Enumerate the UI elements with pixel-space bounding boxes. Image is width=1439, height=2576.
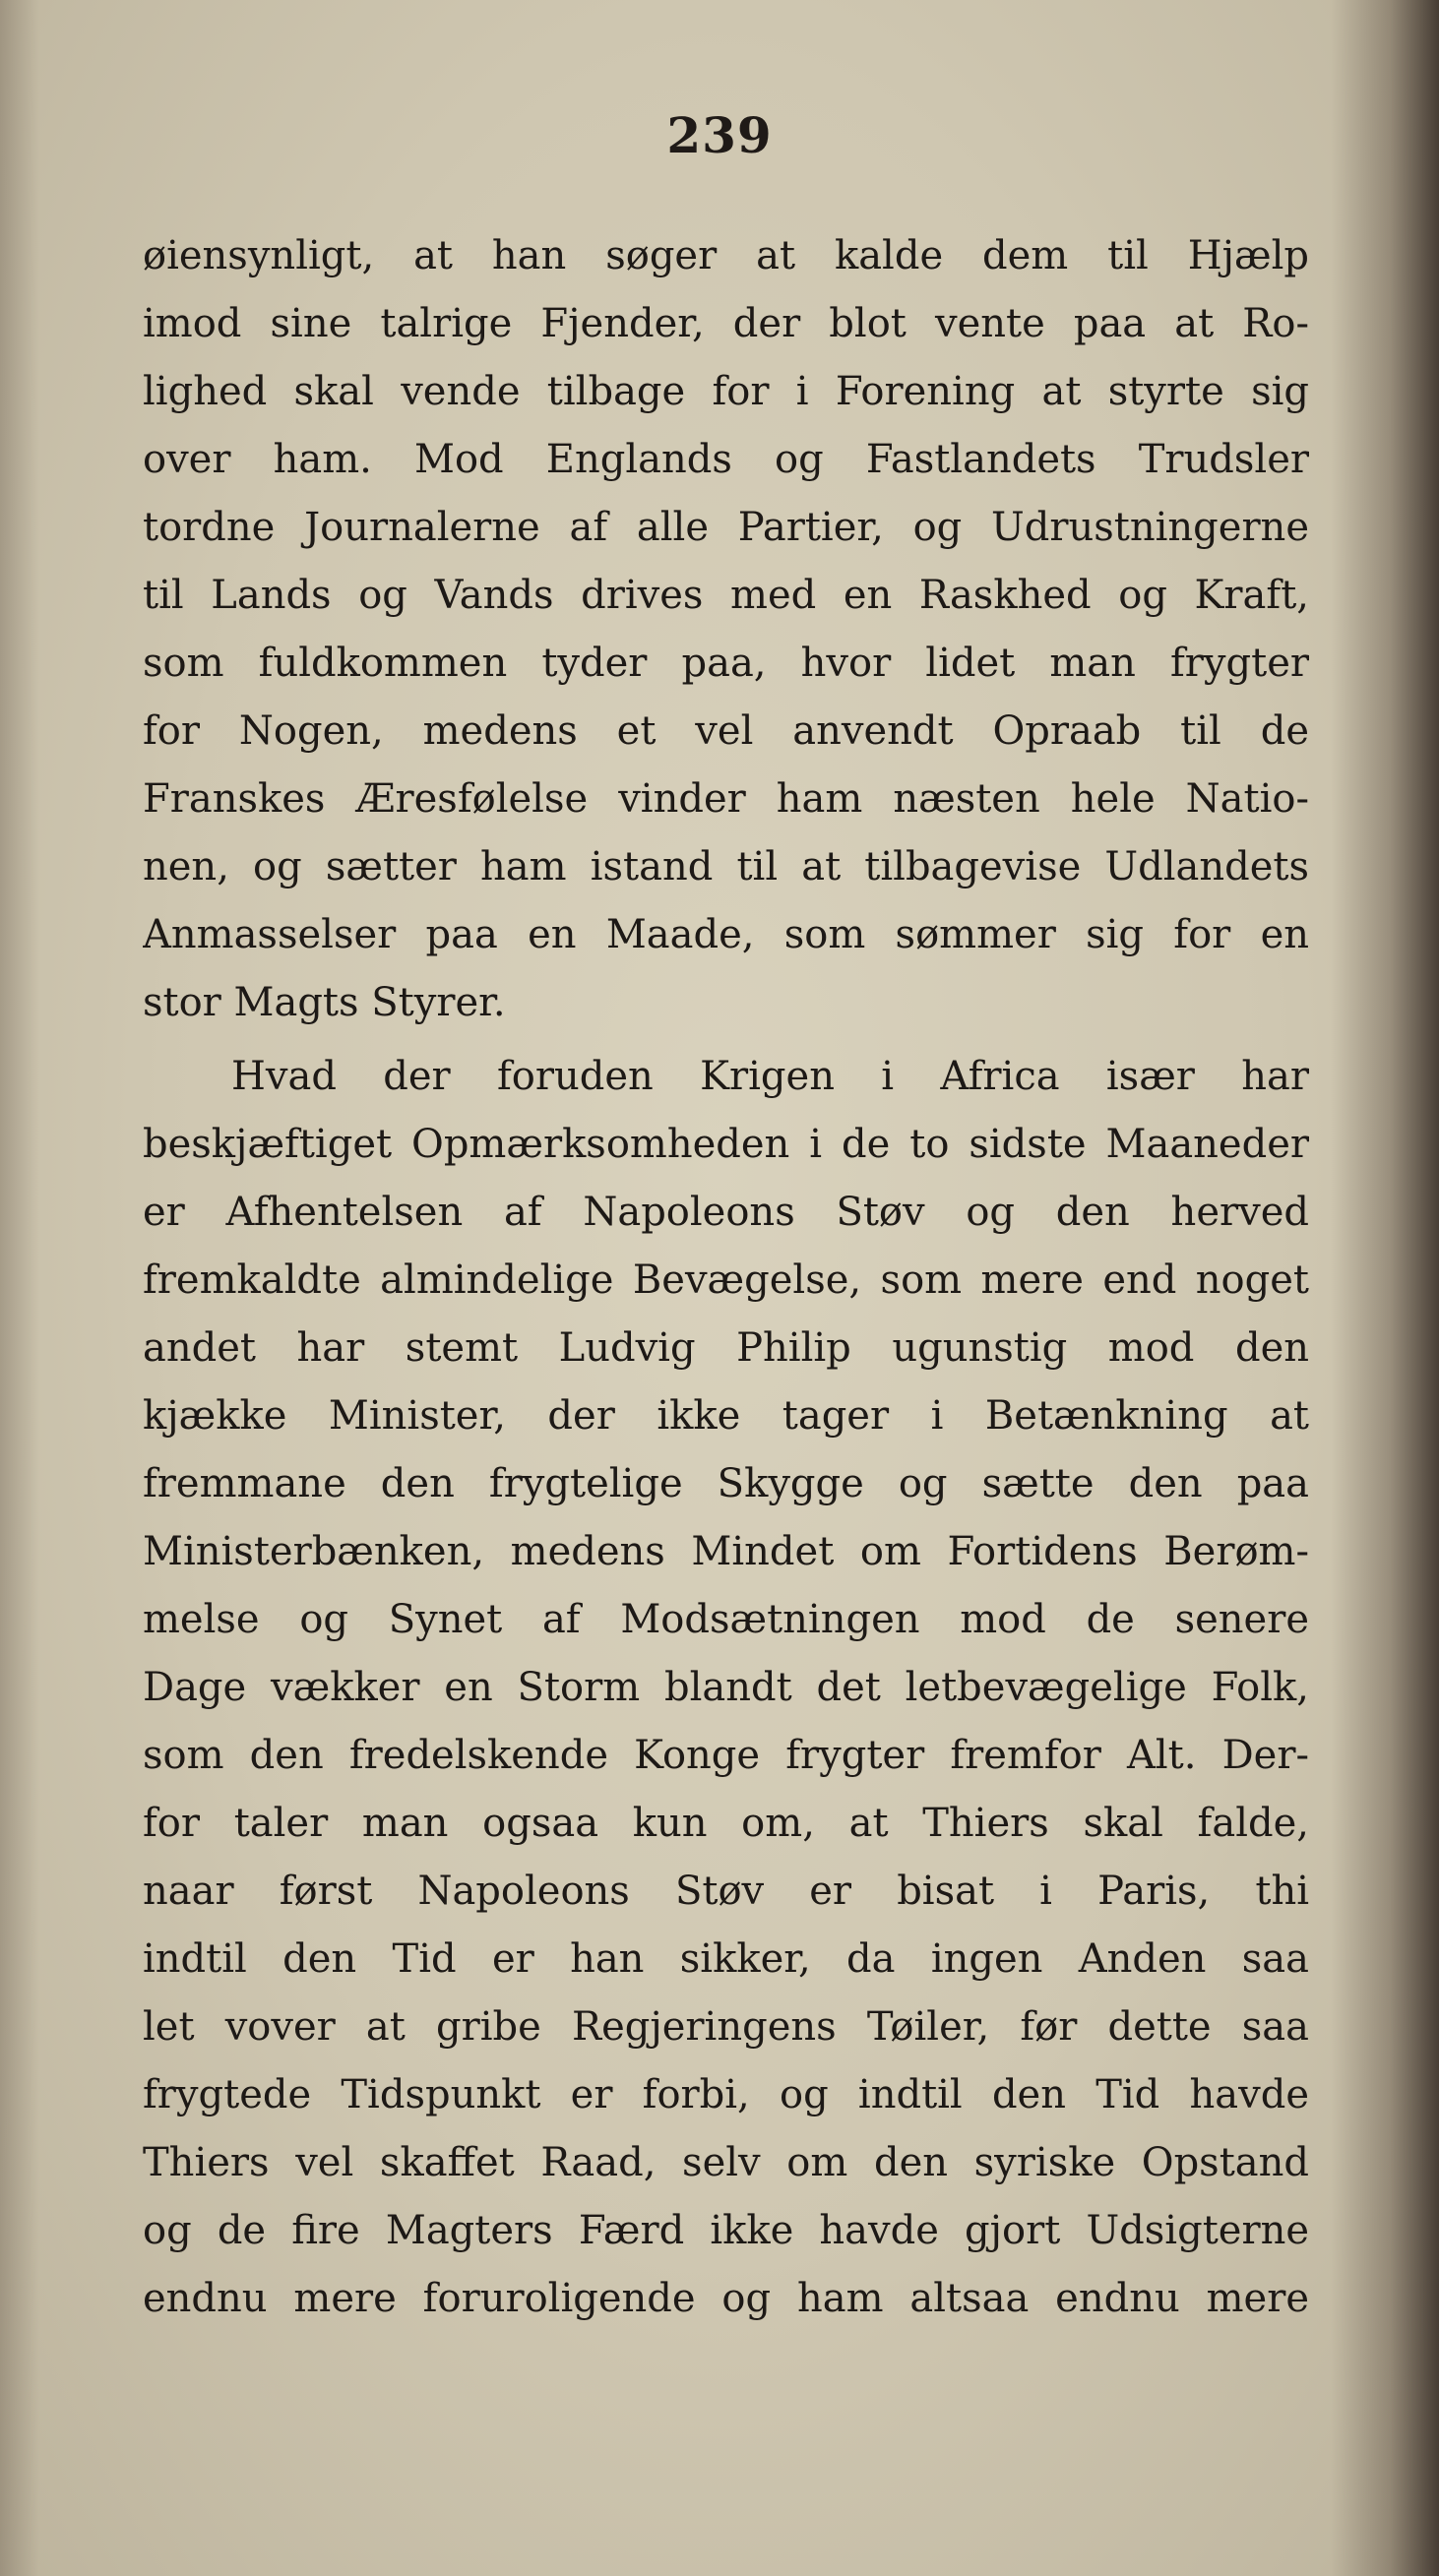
text-line: for Nogen, medens et vel anvendt Opraab til de xyxy=(143,708,1309,754)
text-line: til Lands og Vands drives med en Raskhed og Kraft, xyxy=(143,573,1309,618)
text-line: som den fredelskende Konge frygter fremfor Alt. Der- xyxy=(143,1733,1309,1778)
text-line: endnu mere foruroligende og ham altsaa endnu mere xyxy=(143,2276,1309,2321)
text-line: Franskes Æresfølelse vinder ham næsten hele Natio- xyxy=(143,776,1309,822)
text-line: kjække Minister, der ikke tager i Betænkning at xyxy=(143,1393,1309,1439)
text-line: nen, og sætter ham istand til at tilbagevise Udlandets xyxy=(143,844,1309,889)
text-line: imod sine talrige Fjender, der blot vente paa at Ro- xyxy=(143,301,1309,346)
text-line: Ministerbænken, medens Mindet om Fortidens Berøm- xyxy=(143,1529,1309,1574)
text-line: er Afhentelsen af Napoleons Støv og den herved xyxy=(143,1190,1309,1235)
text-line: Hvad der foruden Krigen i Africa især har xyxy=(231,1054,1309,1099)
page-shadow-right xyxy=(1331,0,1439,2576)
page-number: 239 xyxy=(666,106,773,164)
text-line: Anmasselser paa en Maade, som sømmer sig for en xyxy=(143,912,1309,957)
text-line: over ham. Mod Englands og Fastlandets Trudsler xyxy=(143,437,1309,482)
text-line: fremmane den frygtelige Skygge og sætte den paa xyxy=(143,1461,1309,1506)
text-line: melse og Synet af Modsætningen mod de senere xyxy=(143,1597,1309,1642)
page-shadow-left xyxy=(0,0,39,2576)
body-text xyxy=(143,222,1309,2333)
text-line: frygtede Tidspunkt er forbi, og indtil den Tid havde xyxy=(143,2072,1309,2117)
text-line: for taler man ogsaa kun om, at Thiers skal falde, xyxy=(143,1801,1309,1846)
text-line: Thiers vel skaffet Raad, selv om den syriske Opstand xyxy=(143,2140,1309,2185)
text-line: tordne Journalerne af alle Partier, og Udrustningerne xyxy=(143,505,1309,550)
text-line: øiensynligt, at han søger at kalde dem til Hjælp xyxy=(143,233,1309,278)
text-line: andet har stemt Ludvig Philip ugunstig mod den xyxy=(143,1325,1309,1371)
text-line: naar først Napoleons Støv er bisat i Paris, thi xyxy=(143,1869,1309,1914)
text-line: lighed skal vende tilbage for i Forening at styrte sig xyxy=(143,369,1309,414)
text-line: indtil den Tid er han sikker, da ingen Anden saa xyxy=(143,1936,1309,1982)
text-line: beskjæftiget Opmærksomheden i de to sidste Maaneder xyxy=(143,1122,1309,1167)
text-line: Dage vækker en Storm blandt det letbevægelige Folk, xyxy=(143,1665,1309,1710)
text-line: fremkaldte almindelige Bevægelse, som mere end noget xyxy=(143,1257,1309,1303)
text-line: stor Magts Styrer. xyxy=(143,980,506,1025)
text-line: og de fire Magters Færd ikke havde gjort Udsigterne xyxy=(143,2208,1309,2253)
text-line: let vover at gribe Regjeringens Tøiler, før dette saa xyxy=(143,2004,1309,2050)
text-line: som fuldkommen tyder paa, hvor lidet man frygter xyxy=(143,641,1309,686)
